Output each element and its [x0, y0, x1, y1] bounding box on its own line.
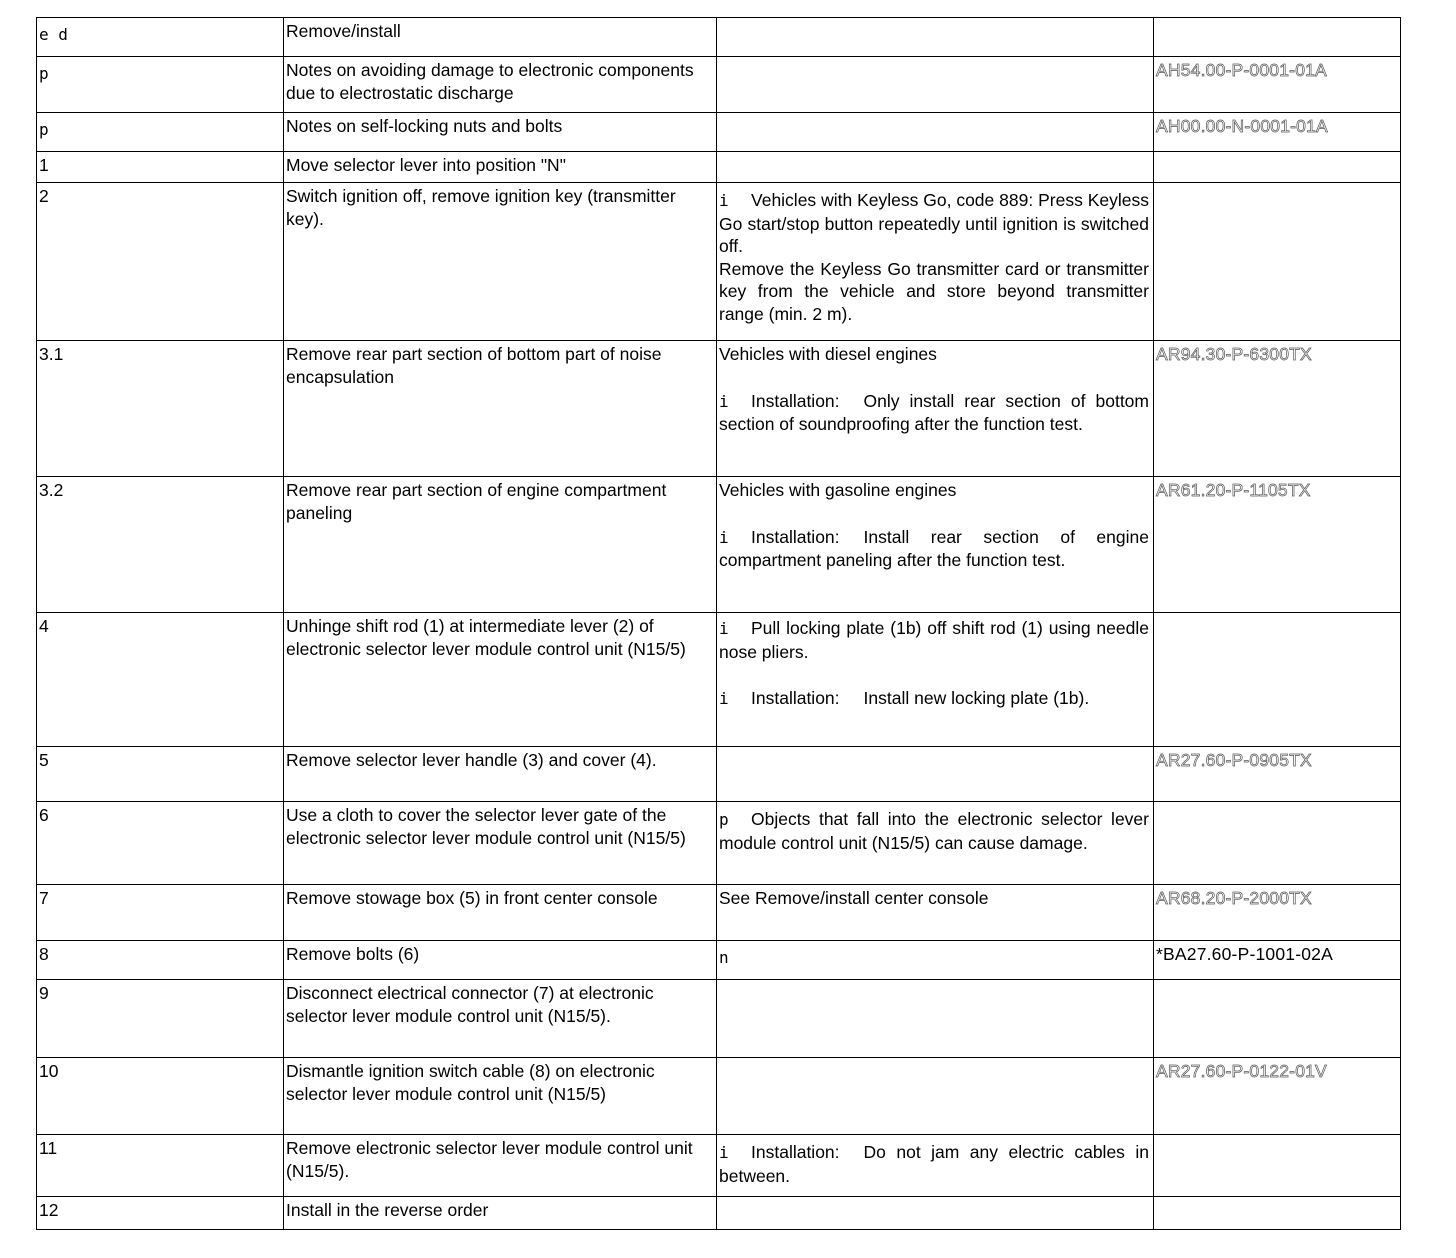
installation-label: Installation:	[751, 1142, 840, 1162]
action-cell	[284, 341, 717, 477]
action-cell	[284, 477, 717, 613]
step-number: 9	[39, 983, 49, 1003]
ref-cell	[1154, 18, 1401, 57]
reference-link[interactable]: AH54.00-P-0001-01A	[1156, 60, 1327, 80]
ref-cell[interactable]	[1154, 477, 1401, 613]
table-row	[37, 1135, 1401, 1197]
reference-link[interactable]: AR94.30-P-6300TX	[1156, 344, 1312, 364]
action-text: Remove bolts (6)	[286, 944, 420, 964]
table-row	[37, 885, 1401, 941]
ref-cell[interactable]	[1154, 341, 1401, 477]
action-cell	[284, 980, 717, 1058]
note-text: Pull locking plate (1b) off shift rod (1) using needle nose pliers.	[719, 618, 1149, 662]
note-text: Only install rear section of bottom section of soundproofing after the function test.	[719, 390, 1149, 434]
ref-cell[interactable]	[1154, 941, 1401, 980]
action-cell	[284, 1197, 717, 1230]
action-cell	[284, 183, 717, 341]
step-cell	[37, 18, 284, 57]
table-row	[37, 1058, 1401, 1135]
table-row	[37, 747, 1401, 802]
table-row	[37, 113, 1401, 152]
action-text: Remove/install	[286, 21, 401, 41]
info-icon: i	[719, 619, 729, 638]
action-cell	[284, 613, 717, 747]
step-cell	[37, 1135, 284, 1197]
reference-link[interactable]: AH00.00-N-0001-01A	[1156, 116, 1328, 136]
action-text: Unhinge shift rod (1) at intermediate lever (2) of electronic selector lever module control unit (N15/5)	[286, 616, 686, 659]
reference-link[interactable]: AR27.60-P-0122-01V	[1156, 1061, 1327, 1081]
note-text: See Remove/install center console	[719, 888, 989, 908]
notes-cell	[717, 1058, 1154, 1135]
action-text: Notes on self-locking nuts and bolts	[286, 116, 563, 136]
notes-cell	[717, 18, 1154, 57]
ref-cell	[1154, 1135, 1401, 1197]
ref-cell	[1154, 152, 1401, 183]
info-icon: i	[719, 191, 729, 210]
step-symbol: p	[39, 120, 49, 139]
ref-cell[interactable]	[1154, 747, 1401, 802]
step-cell	[37, 941, 284, 980]
procedure-table	[36, 17, 1401, 1230]
notes-cell	[717, 183, 1154, 341]
step-cell	[37, 477, 284, 613]
note-text: Install new locking plate (1b).	[863, 688, 1090, 708]
notes-cell	[717, 57, 1154, 113]
step-number: 8	[39, 944, 49, 964]
table-row	[37, 613, 1401, 747]
ref-cell	[1154, 183, 1401, 341]
step-cell	[37, 183, 284, 341]
notes-cell	[717, 341, 1154, 477]
table-row	[37, 18, 1401, 57]
step-number: 6	[39, 805, 49, 825]
action-text: Remove stowage box (5) in front center console	[286, 888, 658, 908]
step-symbol: p	[39, 64, 49, 83]
step-cell	[37, 980, 284, 1058]
step-cell	[37, 113, 284, 152]
notes-cell	[717, 1135, 1154, 1197]
step-number: 4	[39, 616, 49, 636]
ref-cell[interactable]	[1154, 1058, 1401, 1135]
notes-cell	[717, 613, 1154, 747]
ref-cell	[1154, 802, 1401, 885]
reference-link[interactable]: *BA27.60-P-1001-02A	[1156, 944, 1333, 964]
torque-icon: n	[719, 948, 729, 967]
note-heading: Vehicles with diesel engines	[719, 344, 937, 364]
table-row	[37, 802, 1401, 885]
action-text: Remove rear part section of engine compartment paneling	[286, 480, 667, 523]
action-cell	[284, 941, 717, 980]
note-text: Vehicles with Keyless Go, code 889: Press Keyless Go start/stop button repeatedly until ignition is switched off.	[719, 190, 1149, 256]
note-text: Remove the Keyless Go transmitter card or transmitter key from the vehicle and store beyond transmitter range (min. 2 m).	[719, 258, 1149, 324]
ref-cell[interactable]	[1154, 113, 1401, 152]
step-cell	[37, 1197, 284, 1230]
notes-cell	[717, 1197, 1154, 1230]
info-icon: i	[719, 527, 729, 547]
action-text: Switch ignition off, remove ignition key (transmitter key).	[286, 186, 676, 229]
table-row	[37, 980, 1401, 1058]
notes-cell	[717, 885, 1154, 941]
notes-cell	[717, 980, 1154, 1058]
note-text: Do not jam any electric cables in between.	[719, 1142, 1149, 1186]
step-number: 3.1	[39, 344, 64, 364]
step-number: 7	[39, 888, 49, 908]
step-cell	[37, 1058, 284, 1135]
notes-cell	[717, 941, 1154, 980]
action-cell	[284, 1058, 717, 1135]
info-icon: i	[719, 391, 729, 411]
step-cell	[37, 747, 284, 802]
action-text: Disconnect electrical connector (7) at electronic selector lever module control unit (N15/5).	[286, 983, 654, 1026]
note-text: Install rear section of engine compartment paneling after the function test.	[719, 526, 1149, 570]
notes-cell	[717, 152, 1154, 183]
ref-cell[interactable]	[1154, 885, 1401, 941]
step-cell	[37, 802, 284, 885]
table-row	[37, 183, 1401, 341]
step-cell	[37, 341, 284, 477]
step-number: 5	[39, 750, 49, 770]
table-row	[37, 57, 1401, 113]
table-row	[37, 1197, 1401, 1230]
action-text: Notes on avoiding damage to electronic components due to electrostatic discharge	[286, 60, 694, 103]
installation-label: Installation:	[751, 390, 840, 411]
table-row	[37, 477, 1401, 613]
step-cell	[37, 57, 284, 113]
action-cell	[284, 747, 717, 802]
reference-link[interactable]: AR68.20-P-2000TX	[1156, 888, 1312, 908]
notes-cell	[717, 477, 1154, 613]
ref-cell	[1154, 980, 1401, 1058]
ref-cell	[1154, 613, 1401, 747]
action-text: Move selector lever into position "N"	[286, 155, 566, 175]
step-number: 1	[39, 155, 49, 175]
action-cell	[284, 113, 717, 152]
step-number: 2	[39, 186, 49, 206]
note-heading: Vehicles with gasoline engines	[719, 480, 957, 500]
step-cell	[37, 613, 284, 747]
warning-icon: p	[719, 810, 729, 829]
step-symbol: e d	[39, 25, 68, 44]
info-icon: i	[719, 689, 729, 708]
action-cell	[284, 57, 717, 113]
table-row	[37, 152, 1401, 183]
step-number: 12	[39, 1200, 59, 1220]
step-number: 10	[39, 1061, 59, 1081]
info-icon: i	[719, 1143, 729, 1162]
action-text: Install in the reverse order	[286, 1200, 489, 1220]
reference-link[interactable]: AR61.20-P-1105TX	[1156, 480, 1311, 500]
step-cell	[37, 152, 284, 183]
ref-cell[interactable]	[1154, 57, 1401, 113]
installation-label: Installation:	[751, 688, 840, 708]
notes-cell	[717, 802, 1154, 885]
notes-cell	[717, 747, 1154, 802]
action-text: Dismantle ignition switch cable (8) on electronic selector lever module control unit (N15/5)	[286, 1061, 655, 1104]
table-row	[37, 341, 1401, 477]
action-cell	[284, 1135, 717, 1197]
action-cell	[284, 885, 717, 941]
notes-cell	[717, 113, 1154, 152]
note-text: Objects that fall into the electronic selector lever module control unit (N15/5) can cause damage.	[719, 809, 1149, 853]
ref-cell	[1154, 1197, 1401, 1230]
step-cell	[37, 885, 284, 941]
action-text: Remove selector lever handle (3) and cover (4).	[286, 750, 657, 770]
action-text: Remove rear part section of bottom part of noise encapsulation	[286, 344, 662, 387]
table-row	[37, 941, 1401, 980]
installation-label: Installation:	[751, 526, 840, 547]
reference-link[interactable]: AR27.60-P-0905TX	[1156, 750, 1312, 770]
action-cell	[284, 152, 717, 183]
action-text: Use a cloth to cover the selector lever gate of the electronic selector lever module control unit (N15/5)	[286, 805, 686, 848]
step-number: 3.2	[39, 480, 64, 500]
action-text: Remove electronic selector lever module control unit (N15/5).	[286, 1138, 693, 1181]
action-cell	[284, 18, 717, 57]
step-number: 11	[39, 1138, 58, 1158]
action-cell	[284, 802, 717, 885]
